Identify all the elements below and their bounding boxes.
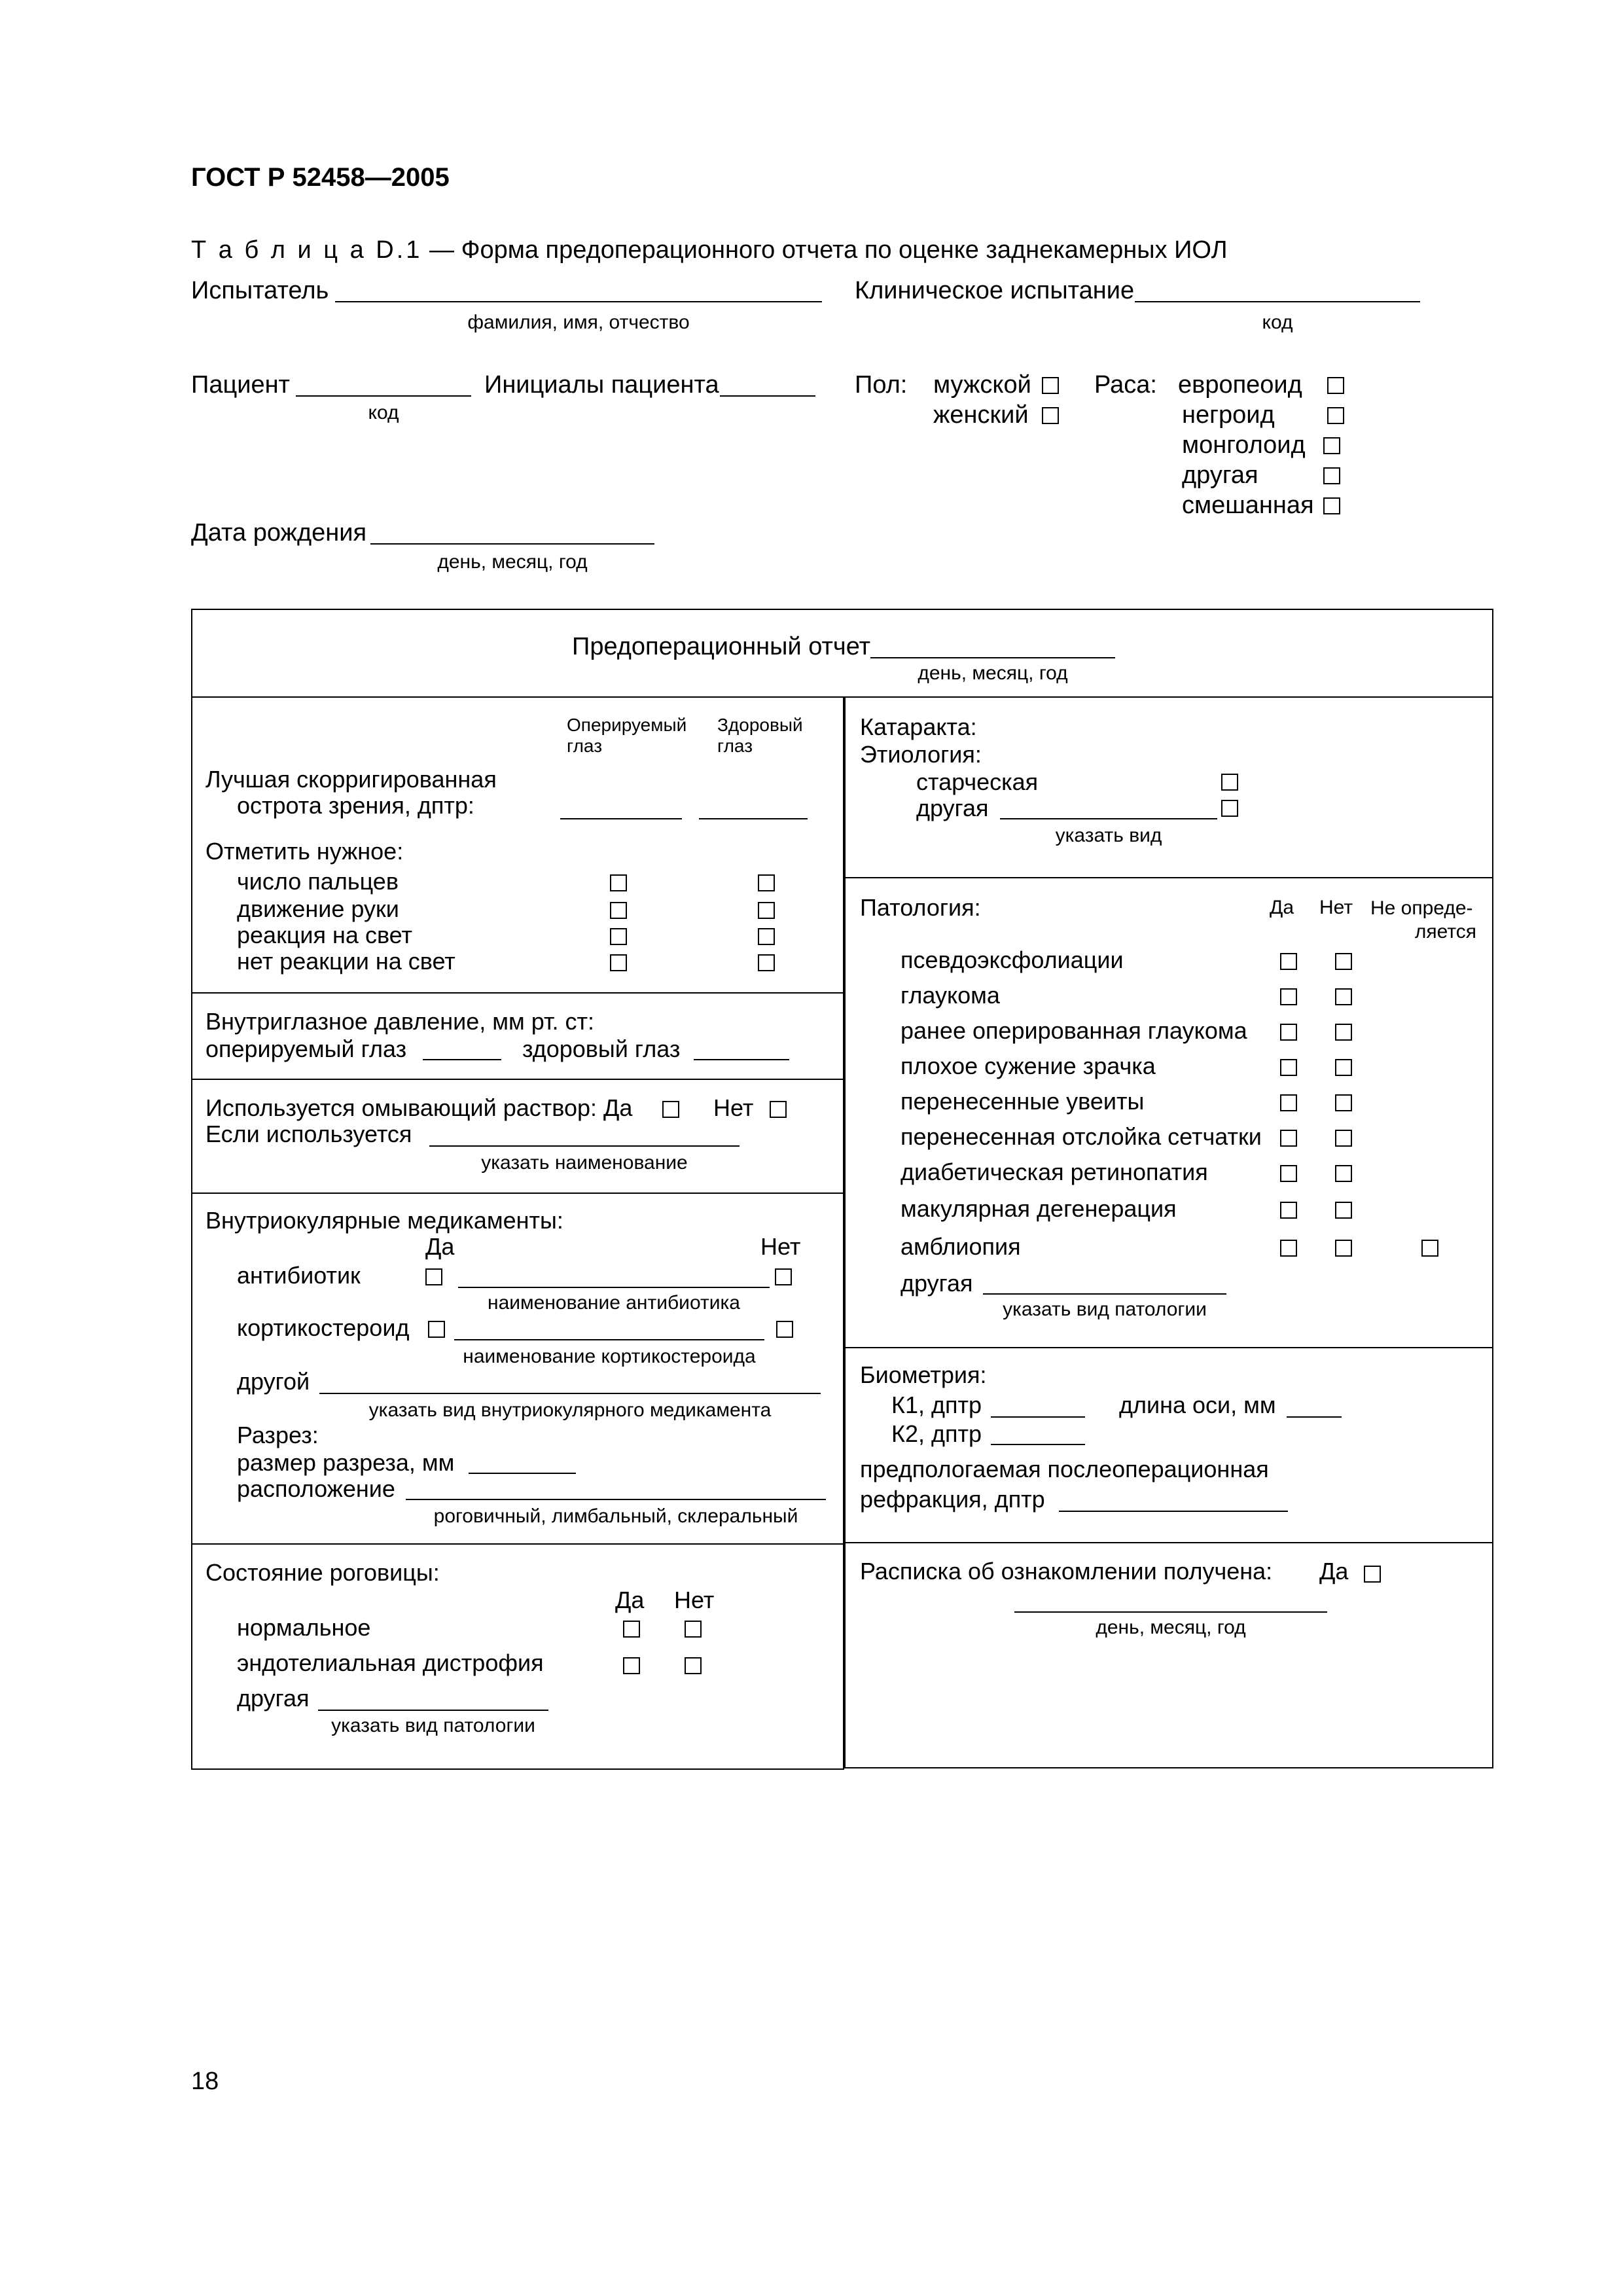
acuity-operated-checkbox[interactable] [610, 902, 627, 919]
intraocular-other-sub: указать вид внутриокулярного медикамента [368, 1399, 772, 1421]
divider [191, 1543, 844, 1545]
pathology-no-checkbox[interactable] [1335, 988, 1352, 1005]
irrigation-name-field[interactable] [429, 1145, 740, 1147]
k2-label: К2, дптр [891, 1420, 982, 1447]
acuity-item: движение руки [237, 895, 399, 922]
clinical-trial-sub: код [1262, 312, 1293, 333]
pathology-undetermined-line: Не опреде- [1370, 897, 1473, 919]
acuity-operated-field[interactable] [560, 818, 682, 819]
patient-initials-field[interactable] [720, 395, 815, 397]
cornea-yes-header: Да [615, 1587, 645, 1613]
sex-female-checkbox[interactable] [1042, 407, 1059, 424]
cornea-other-field[interactable] [318, 1710, 548, 1711]
pathology-yes-checkbox[interactable] [1280, 1024, 1297, 1041]
pathology-yes-header: Да [1270, 897, 1294, 918]
antibiotic-name-field[interactable] [458, 1287, 770, 1288]
acuity-label: Лучшая скорригированная [205, 766, 497, 793]
mark-needed-label: Отметить нужное: [205, 838, 404, 865]
antibiotic-yes-checkbox[interactable] [425, 1268, 442, 1285]
race-checkbox[interactable] [1323, 467, 1340, 484]
receipt-date-field[interactable] [1014, 1611, 1327, 1613]
intraocular-no-header: Нет [760, 1233, 801, 1260]
pathology-no-checkbox[interactable] [1335, 1059, 1352, 1076]
healthy-eye-header-line: глаз [717, 736, 753, 756]
iop-operated-label: оперируемый глаз [205, 1035, 407, 1062]
sex-male-label: мужской [933, 371, 1031, 399]
patient-initials-label: Инициалы пациента [484, 371, 719, 399]
etiology-label: Этиология: [860, 741, 982, 768]
pathology-undetermined-header [1370, 897, 1476, 944]
cornea-normal-yes-checkbox[interactable] [623, 1621, 640, 1638]
table-caption-text: — Форма предоперационного отчета по оценке заднекамерных ИОЛ [429, 236, 1228, 264]
clinical-trial-label: Клиническое испытание [855, 277, 1135, 304]
race-option: монголоид [1182, 431, 1306, 459]
irrigation-if-used-label: Если используется [205, 1121, 412, 1147]
pathology-other-sub: указать вид патологии [1003, 1299, 1207, 1320]
divider [844, 877, 1493, 878]
incision-size-label: размер разреза, мм [237, 1449, 455, 1476]
pathology-title: Патология: [860, 894, 981, 921]
antibiotic-name-sub: наименование антибиотика [488, 1292, 740, 1314]
receipt-label: Расписка об ознакомлении получена: [860, 1558, 1273, 1585]
cornea-title: Состояние роговицы: [205, 1559, 440, 1586]
pathology-item: плохое сужение зрачка [901, 1052, 1156, 1079]
cornea-dystrophy-no-checkbox[interactable] [685, 1657, 702, 1674]
irrigation-name-sub: указать наименование [481, 1152, 688, 1174]
pathology-no-header: Нет [1319, 897, 1353, 918]
pathology-no-checkbox[interactable] [1335, 1130, 1352, 1147]
antibiotic-label: антибиотик [237, 1262, 361, 1289]
k2-field[interactable] [991, 1444, 1085, 1445]
cornea-no-header: Нет [674, 1587, 715, 1613]
patient-code-sub: код [368, 402, 399, 423]
pathology-yes-checkbox[interactable] [1280, 953, 1297, 970]
sex-male-checkbox[interactable] [1042, 377, 1059, 394]
cortico-no-checkbox[interactable] [776, 1321, 793, 1338]
acuity-item: число пальцев [237, 868, 399, 895]
pathology-no-checkbox[interactable] [1335, 1202, 1352, 1219]
k1-field[interactable] [991, 1416, 1085, 1418]
report-date-field[interactable] [870, 657, 1115, 658]
cornea-other-label: другая [237, 1685, 310, 1712]
race-checkbox[interactable] [1323, 437, 1340, 454]
race-checkbox[interactable] [1323, 497, 1340, 514]
acuity-healthy-checkbox[interactable] [758, 954, 775, 971]
acuity-operated-checkbox[interactable] [610, 928, 627, 945]
healthy-eye-header [717, 715, 803, 757]
axis-length-field[interactable] [1287, 1416, 1342, 1418]
divider [844, 1542, 1493, 1543]
cataract-other-checkbox[interactable] [1221, 800, 1238, 817]
cornea-dystrophy-yes-checkbox[interactable] [623, 1657, 640, 1674]
healthy-eye-header-line: Здоровый [717, 715, 803, 735]
pathology-other-field[interactable] [983, 1293, 1226, 1295]
intraocular-title: Внутриокулярные медикаменты: [205, 1207, 563, 1234]
cataract-title: Катаракта: [860, 713, 977, 740]
divider [191, 1079, 844, 1080]
report-date-sub: день, месяц, год [918, 662, 1068, 684]
pathology-no-checkbox[interactable] [1335, 1094, 1352, 1111]
pathology-no-checkbox[interactable] [1335, 1165, 1352, 1182]
cornea-dystrophy-label: эндотелиальная дистрофия [237, 1649, 544, 1676]
acuity-item: нет реакции на свет [237, 948, 455, 975]
irrigation-label: Используется омывающий раствор: Да [205, 1094, 633, 1121]
investigator-field[interactable] [335, 301, 822, 302]
cortico-label: кортикостероид [237, 1314, 410, 1341]
senile-checkbox[interactable] [1221, 774, 1238, 791]
acuity-healthy-checkbox[interactable] [758, 874, 775, 891]
acuity-operated-checkbox[interactable] [610, 874, 627, 891]
cornea-normal-label: нормальное [237, 1614, 371, 1641]
operated-eye-header [567, 715, 687, 757]
receipt-yes-checkbox[interactable] [1364, 1566, 1381, 1583]
operated-eye-header-line: глаз [567, 736, 603, 756]
investigator-label: Испытатель [191, 277, 329, 304]
axis-length-label: длина оси, мм [1119, 1391, 1276, 1418]
acuity-healthy-checkbox[interactable] [758, 902, 775, 919]
sex-label: Пол: [855, 371, 908, 399]
report-label: Предоперационный отчет [572, 633, 870, 660]
race-option: европеоид [1178, 371, 1302, 399]
birth-date-label: Дата рождения [191, 519, 367, 547]
pathology-item: перенесенная отслойка сетчатки [901, 1123, 1262, 1150]
biometry-title: Биометрия: [860, 1361, 987, 1388]
pathology-no-checkbox[interactable] [1335, 1024, 1352, 1041]
acuity-item: реакция на свет [237, 922, 412, 948]
refraction-field[interactable] [1059, 1511, 1288, 1512]
irrigation-no-label: Нет [713, 1094, 754, 1121]
cortico-name-sub: наименование кортикостероида [463, 1346, 756, 1367]
pathology-item: ранее оперированная глаукома [901, 1017, 1247, 1044]
page-number: 18 [191, 2068, 219, 2095]
cortico-yes-checkbox[interactable] [428, 1321, 445, 1338]
race-option: негроид [1182, 401, 1275, 429]
refraction-label: рефракция, дптр [860, 1486, 1045, 1513]
acuity-healthy-field[interactable] [699, 818, 808, 819]
iop-operated-field[interactable] [423, 1059, 501, 1060]
investigator-sub: фамилия, имя, отчество [467, 312, 690, 333]
iop-title: Внутриглазное давление, мм рт. ст: [205, 1008, 594, 1035]
senile-label: старческая [916, 768, 1039, 795]
pathology-undetermined-line: ляется [1414, 921, 1476, 942]
iop-healthy-field[interactable] [694, 1059, 789, 1060]
pathology-yes-checkbox[interactable] [1280, 988, 1297, 1005]
pathology-item: амблиопия [901, 1233, 1021, 1260]
race-option: другая [1182, 461, 1258, 489]
pathology-item: псевдоэксфолиации [901, 946, 1124, 973]
incision-size-field[interactable] [469, 1473, 576, 1474]
cornea-other-sub: указать вид патологии [331, 1715, 535, 1736]
cortico-name-field[interactable] [454, 1339, 764, 1340]
table-caption-label: Т а б л и ц а D.1 [191, 236, 423, 264]
race-checkbox[interactable] [1327, 377, 1344, 394]
pathology-no-checkbox[interactable] [1335, 1240, 1352, 1257]
right-column-box [844, 696, 1493, 1768]
pathology-undetermined-checkbox[interactable] [1421, 1240, 1438, 1257]
document-code: ГОСТ Р 52458—2005 [191, 163, 450, 192]
pathology-no-checkbox[interactable] [1335, 953, 1352, 970]
cornea-normal-no-checkbox[interactable] [685, 1621, 702, 1638]
pathology-yes-checkbox[interactable] [1280, 1094, 1297, 1111]
incision-location-label: расположение [237, 1475, 395, 1502]
pathology-yes-checkbox[interactable] [1280, 1202, 1297, 1219]
acuity-healthy-checkbox[interactable] [758, 928, 775, 945]
pathology-item: перенесенные увеиты [901, 1088, 1145, 1115]
sex-female-label: женский [933, 401, 1029, 429]
incision-location-sub: роговичный, лимбальный, склеральный [433, 1505, 798, 1527]
pathology-item: диабетическая ретинопатия [901, 1158, 1208, 1185]
intraocular-other-label: другой [237, 1368, 310, 1395]
intraocular-yes-header: Да [425, 1233, 455, 1260]
incision-title: Разрез: [237, 1422, 319, 1448]
clinical-trial-field[interactable] [1135, 301, 1420, 302]
operated-eye-header-line: Оперируемый [567, 715, 687, 735]
refraction-label: предпологаемая послеоперационная [860, 1456, 1269, 1482]
iop-healthy-label: здоровый глаз [522, 1035, 681, 1062]
pathology-item: макулярная дегенерация [901, 1195, 1177, 1222]
acuity-operated-checkbox[interactable] [610, 954, 627, 971]
patient-label: Пациент [191, 371, 290, 399]
pathology-item: глаукома [901, 982, 1000, 1009]
cataract-other-label: другая [916, 795, 989, 821]
acuity-label: острота зрения, дптр: [237, 792, 474, 819]
intraocular-other-field[interactable] [319, 1393, 821, 1394]
pathology-yes-checkbox[interactable] [1280, 1130, 1297, 1147]
incision-location-field[interactable] [406, 1499, 826, 1500]
cataract-other-sub: указать вид [1055, 825, 1162, 846]
divider [191, 992, 844, 994]
irrigation-no-checkbox[interactable] [770, 1101, 787, 1118]
patient-code-field[interactable] [296, 395, 471, 397]
receipt-yes-label: Да [1319, 1558, 1349, 1585]
pathology-other-label: другая [901, 1270, 973, 1297]
birth-date-field[interactable] [370, 543, 654, 545]
pathology-yes-checkbox[interactable] [1280, 1059, 1297, 1076]
cataract-other-field[interactable] [1000, 818, 1217, 819]
race-checkbox[interactable] [1327, 407, 1344, 424]
divider [844, 1347, 1493, 1348]
race-label: Раса: [1094, 371, 1157, 399]
receipt-date-sub: день, месяц, год [1096, 1617, 1246, 1638]
pathology-yes-checkbox[interactable] [1280, 1165, 1297, 1182]
race-option: смешанная [1182, 492, 1314, 519]
irrigation-yes-checkbox[interactable] [662, 1101, 679, 1118]
k1-label: К1, дптр [891, 1391, 982, 1418]
antibiotic-no-checkbox[interactable] [775, 1268, 792, 1285]
table-caption [191, 236, 1228, 264]
birth-date-sub: день, месяц, год [437, 551, 588, 573]
pathology-yes-checkbox[interactable] [1280, 1240, 1297, 1257]
divider [191, 1193, 844, 1194]
